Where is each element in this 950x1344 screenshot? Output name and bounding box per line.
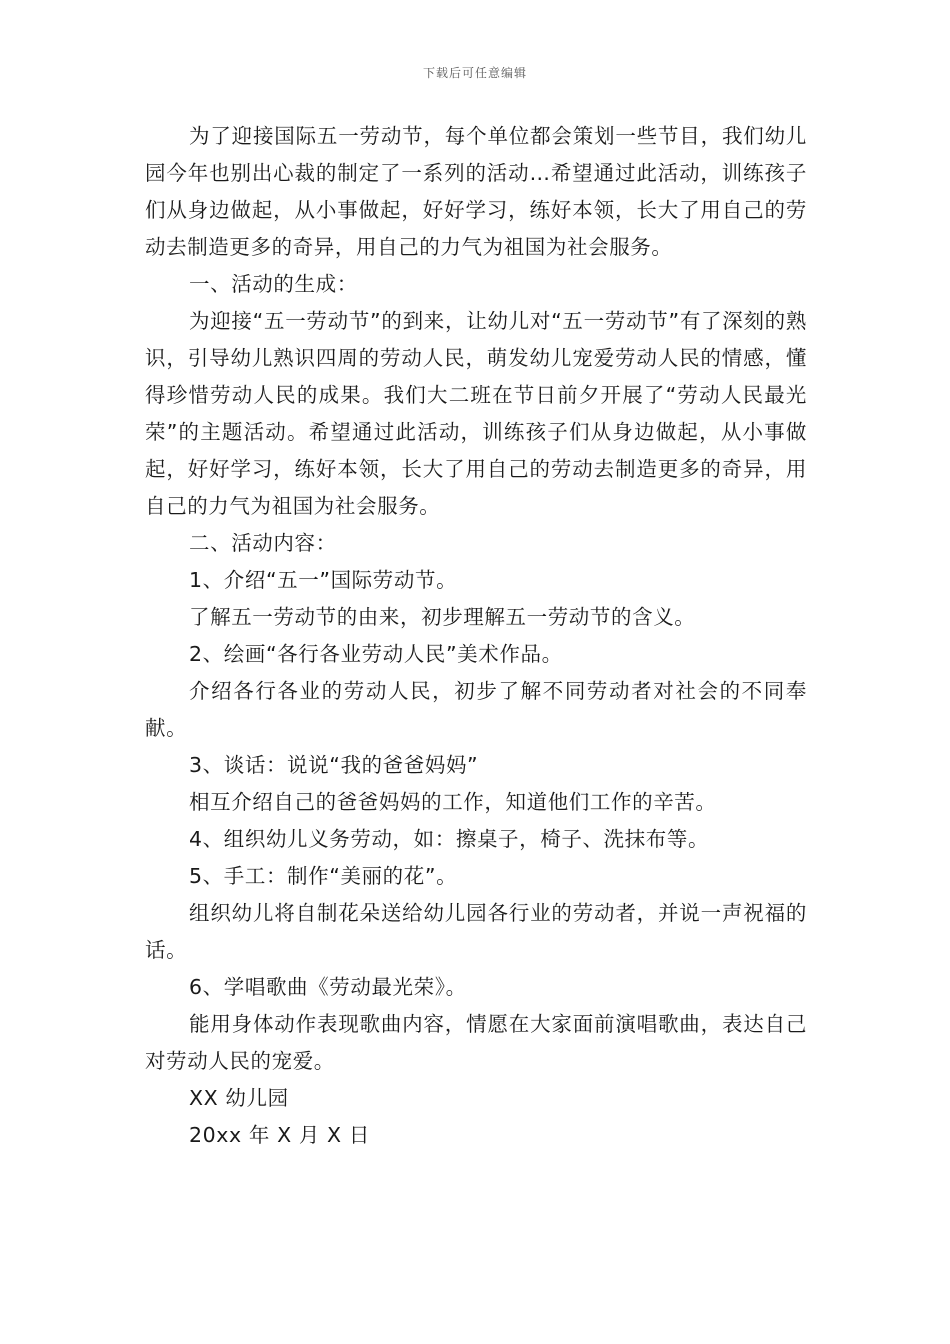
section-heading-content: 二、活动内容： (189, 531, 337, 555)
content-item-3: 3、谈话：说说“我的爸爸妈妈” (189, 753, 479, 777)
content-item-1-detail: 了解五一劳动节的由来，初步理解五一劳动节的含义。 (189, 605, 696, 629)
signature-organization: XX 幼儿园 (189, 1086, 289, 1110)
content-item-5-detail: 组织幼儿将自制花朵送给幼儿园各行业的劳动者，并说一声祝福的话。 (145, 901, 807, 962)
content-item-5: 5、手工：制作“美丽的花”。 (189, 864, 458, 888)
section-heading-generation: 一、活动的生成： (189, 272, 358, 296)
content-item-2: 2、绘画“各行各业劳动人民”美术作品。 (189, 642, 563, 666)
intro-paragraph: 为了迎接国际五一劳动节，每个单位都会策划一些节目，我们幼儿园今年也别出心裁的制定了一系列的活动…希望通过此活动，训练孩子们从身边做起，从小事做起，好好学习，练好本领，长大了用自己的劳动去制造更多的奇异，用自己的力气为祖国为社会服务。 (145, 124, 807, 259)
generation-paragraph: 为迎接“五一劳动节”的到来，让幼儿对“五一劳动节”有了深刻的熟识，引导幼儿熟识四周的劳动人民，萌发幼儿宠爱劳动人民的情感，懂得珍惜劳动人民的成果。我们大二班在节日前夕开展了“劳动人民最光荣”的主题活动。希望通过此活动，训练孩子们从身边做起，从小事做起，好好学习，练好本领，长大了用自己的劳动去制造更多的奇异，用自己的力气为祖国为社会服务。 (145, 309, 807, 518)
signature-date: 20xx 年 X 月 X 日 (189, 1123, 370, 1147)
document-body (145, 118, 807, 1154)
page-header: 下载后可任意编辑 (422, 66, 527, 80)
content-item-6-detail: 能用身体动作表现歌曲内容，情愿在大家面前演唱歌曲，表达自己对劳动人民的宠爱。 (145, 1012, 807, 1073)
content-item-6: 6、学唱歌曲《劳动最光荣》。 (189, 975, 467, 999)
content-item-1: 1、介绍“五一”国际劳动节。 (189, 568, 458, 592)
content-item-2-detail: 介绍各行各业的劳动人民，初步了解不同劳动者对社会的不同奉献。 (145, 679, 807, 740)
content-item-4: 4、组织幼儿义务劳动，如：擦桌子，椅子、洗抹布等。 (189, 827, 710, 851)
content-item-3-detail: 相互介绍自己的爸爸妈妈的工作，知道他们工作的辛苦。 (189, 790, 717, 814)
